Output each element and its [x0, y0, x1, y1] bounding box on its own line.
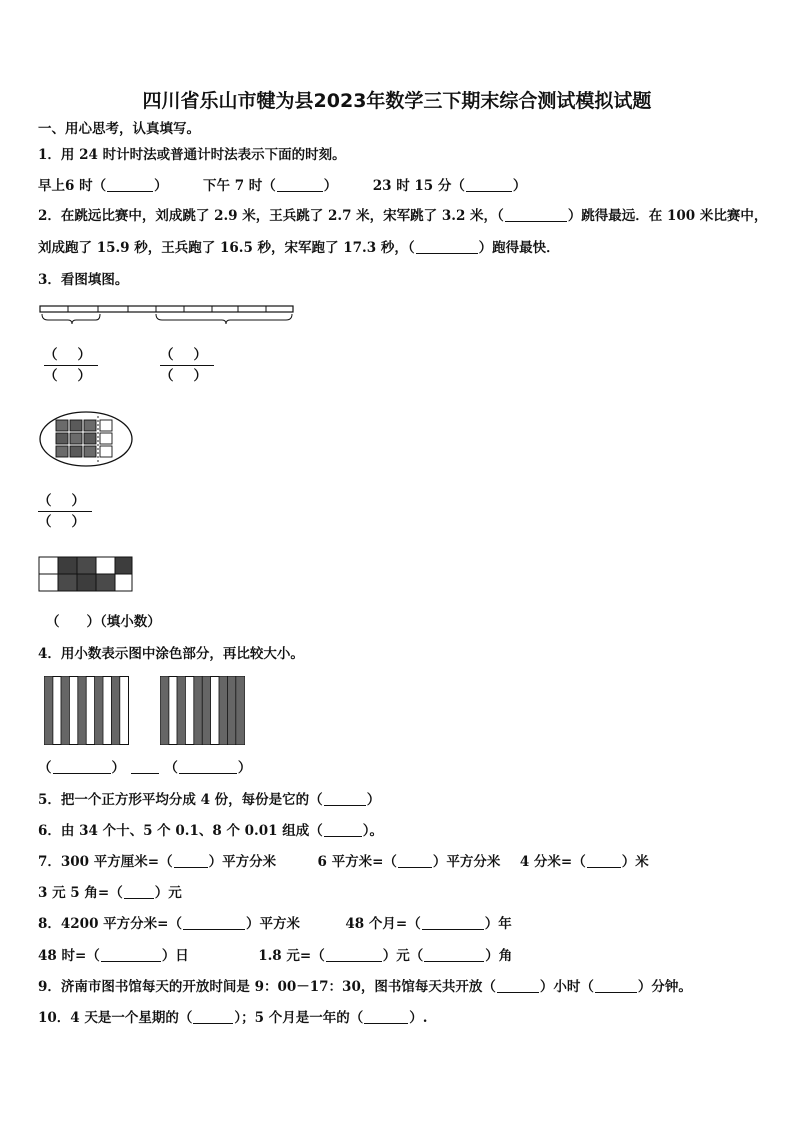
striped-rect-right: [160, 676, 246, 746]
question-7-line-2: 3 元 5 角=（ ）元: [38, 885, 182, 901]
q7-blank-4[interactable]: [124, 886, 154, 899]
oval-grid-figure: [38, 410, 138, 470]
q3-fraction-2[interactable]: （ ） （ ）: [160, 346, 214, 385]
q9-blank-1[interactable]: [497, 980, 539, 993]
q3-decimal-label[interactable]: （ ）（填小数）: [46, 614, 161, 630]
striped-rect-left: [44, 676, 130, 746]
question-2-line-1: [38, 207, 767, 225]
question-2-line-2: [38, 239, 560, 257]
q8-blank-4[interactable]: [326, 949, 382, 962]
question-4-text: 4．用小数表示图中涂色部分，再比较大小。: [38, 646, 304, 662]
q8-blank-2[interactable]: [422, 917, 484, 930]
page-title: 四川省乐山市犍为县2023年数学三下期末综合测试模拟试题: [142, 90, 652, 112]
section-heading: 一、用心思考，认真填写。: [38, 121, 200, 137]
q5-blank[interactable]: [324, 793, 366, 806]
q4-blank-2[interactable]: [179, 761, 237, 774]
q2-text-d: ）跑得最快．: [478, 240, 560, 256]
q7-blank-2[interactable]: [398, 855, 432, 868]
q4-answer-row: （ ） （ ）: [38, 760, 252, 776]
segment-bar-figure: [38, 300, 298, 328]
q2-text-c: 刘成跑了 15.9 秒，王兵跑了 16.5 秒，宋军跑了 17.3 秒，（: [38, 240, 415, 256]
q1-blank-1[interactable]: [107, 179, 153, 192]
q3-fraction-3[interactable]: （ ） （ ）: [38, 492, 92, 531]
q1-close-1: ）: [154, 178, 168, 194]
question-6: 6．由 34 个十、5 个 0.1、8 个 0.01 组成（ ）。: [38, 823, 383, 839]
question-9: 9．济南市图书馆每天的开放时间是 9：00－17：30，图书馆每天共开放（ ）小时（ ）分钟。: [38, 979, 692, 995]
question-5: 5．把一个正方形平均分成 4 份，每份是它的（ ）: [38, 792, 381, 808]
q8-blank-1[interactable]: [183, 917, 245, 930]
q9-blank-2[interactable]: [595, 980, 637, 993]
question-10: 10．4 天是一个星期的（ ）；5 个月是一年的（ ）.: [38, 1010, 428, 1026]
shaded-grid-figure: [38, 556, 138, 594]
q8-blank-5[interactable]: [424, 949, 484, 962]
question-1-text: 1．用 24 时计时法或普通计时法表示下面的时刻。: [38, 147, 346, 163]
q2-blank-1[interactable]: [505, 209, 567, 222]
question-7-line-1: 7．300 平方厘米=（ ）平方分米 6 平方米=（ ）平方分米 4 分米=（ ）米: [38, 854, 649, 870]
q10-blank-2[interactable]: [364, 1011, 408, 1024]
q2-text-b: ）跳得最远．在 100 米比赛中，: [567, 208, 768, 224]
q1-night-label: 23 时 15 分（: [372, 178, 465, 194]
q6-blank[interactable]: [324, 824, 362, 837]
q1-blank-2[interactable]: [277, 179, 323, 192]
q1-close-2: ）: [323, 178, 338, 194]
q2-text-a: 2．在跳远比赛中，刘成跳了 2.9 米，王兵跳了 2.7 米，宋军跳了 3.2 米，（: [38, 208, 504, 224]
q7-blank-1[interactable]: [174, 855, 208, 868]
q1-close-3: ）: [512, 178, 527, 194]
q3-fraction-1[interactable]: （ ） （ ）: [44, 346, 98, 385]
question-1-items: [38, 177, 526, 195]
q8-blank-3[interactable]: [101, 949, 161, 962]
q4-compare-blank[interactable]: [131, 761, 159, 774]
question-3-text: 3．看图填图。: [38, 272, 129, 288]
question-8-line-2: 48 时=（ ）日 1.8 元=（ ）元（ ）角: [38, 948, 513, 964]
question-8-line-1: 8．4200 平方分米=（ ）平方米 48 个月=（ ）年: [38, 916, 512, 932]
q1-morning-label: 早上6 时（: [38, 178, 107, 194]
q1-blank-3[interactable]: [466, 179, 512, 192]
q1-afternoon-label: 下午 7 时（: [203, 178, 276, 194]
q10-blank-1[interactable]: [193, 1011, 233, 1024]
q2-blank-2[interactable]: [416, 241, 478, 254]
q4-blank-1[interactable]: [53, 761, 111, 774]
q7-blank-3[interactable]: [587, 855, 621, 868]
